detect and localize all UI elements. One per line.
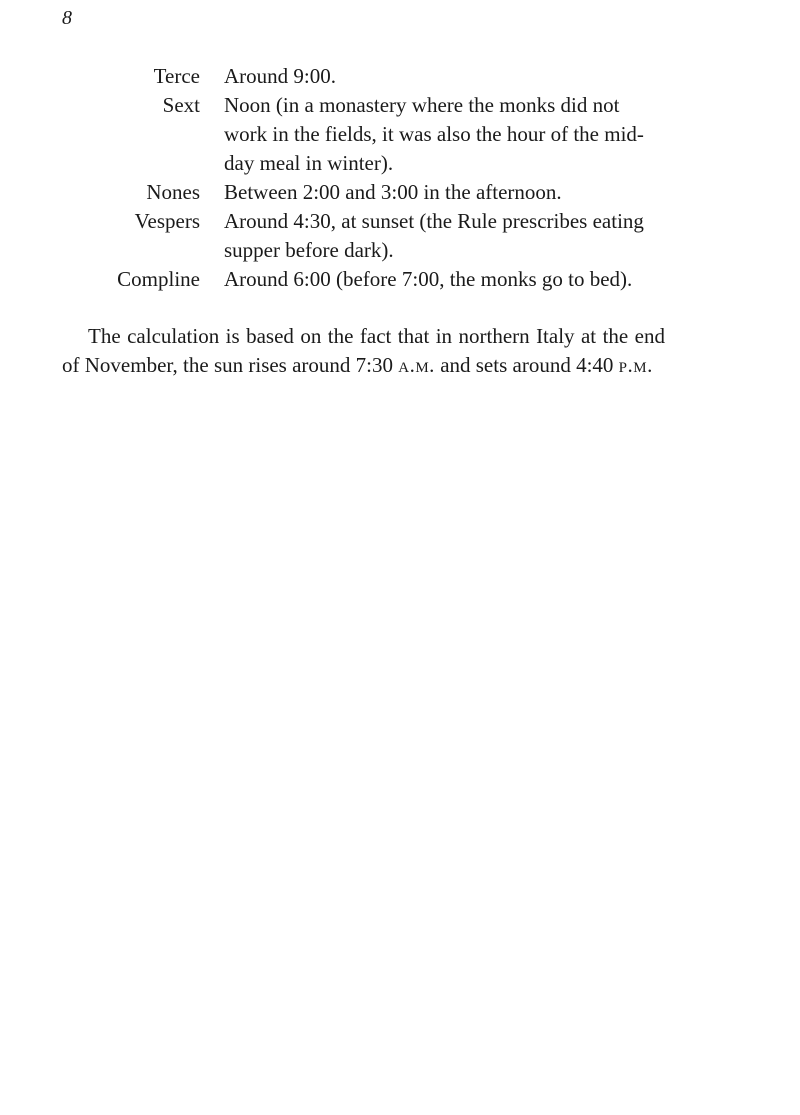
hour-name: Compline	[117, 267, 200, 291]
hour-name: Terce	[153, 64, 200, 88]
hour-name: Vespers	[134, 209, 200, 233]
hour-description: Around 9:00.	[224, 64, 336, 88]
hour-row-vespers	[62, 207, 666, 265]
hour-row-nones	[62, 178, 666, 207]
hour-description: Around 6:00 (before 7:00, the monks go to bed).	[224, 267, 633, 291]
hour-name: Sext	[162, 93, 200, 117]
hour-row-terce	[62, 62, 666, 91]
hour-description: Around 4:30, at sunset (the Rule prescribes eating supper before dark).	[224, 209, 644, 262]
hour-description: Noon (in a monastery where the monks did not work in the fields, it was also the hour of the mid-day meal in winter).	[224, 93, 644, 175]
hour-name: Nones	[146, 180, 200, 204]
am-abbreviation: a.m.	[398, 353, 435, 377]
hour-row-sext	[62, 91, 666, 178]
page-number: 8	[62, 7, 72, 29]
canonical-hours-list	[62, 62, 666, 294]
body-paragraph	[62, 322, 665, 380]
paragraph-text: The calculation is based on the fact that in northern Italy at the end of November, the sun rises around 7:30	[62, 324, 665, 377]
hour-row-compline	[62, 265, 666, 294]
hour-description: Between 2:00 and 3:00 in the afternoon.	[224, 180, 562, 204]
pm-abbreviation: p.m.	[618, 353, 653, 377]
paragraph-text: and sets around 4:40	[434, 353, 619, 377]
